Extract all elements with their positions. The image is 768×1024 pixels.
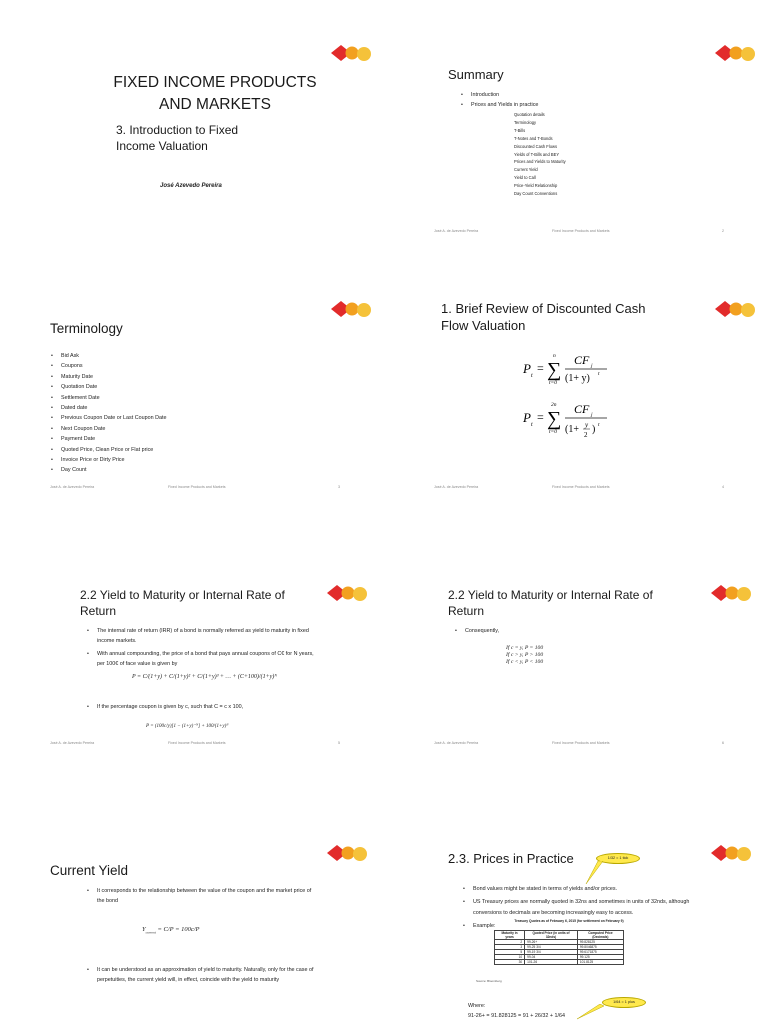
list-item: Yields of T-Bills and BEY <box>514 151 560 157</box>
footer-author: José A. de Azevedo Pereira <box>434 485 479 489</box>
list-item: • Quotation Date <box>50 382 166 392</box>
heading-line-1: 2.2 Yield to Maturity or Internal Rate of <box>448 588 653 602</box>
slide-footer <box>50 741 340 745</box>
slide-heading: Current Yield <box>50 863 129 878</box>
table-cell: 99-26+ <box>525 940 578 945</box>
table-cell: 5 <box>495 950 525 955</box>
bond-price-percentage-formula: P = (100c/y)[1 − (1+y)⁻ᴺ] + 100/(1+y)ᴺ <box>146 724 229 729</box>
footer-course: Fixed Income Products and Markets <box>552 229 610 233</box>
svg-text:CF: CF <box>574 402 590 416</box>
list-item: • It corresponds to the relationship between the value of the coupon and the market price of the bond <box>86 886 320 907</box>
table-cell: 2 <box>495 940 525 945</box>
dcf-annual-formula <box>522 348 622 390</box>
list-item: • Introduction <box>460 90 538 100</box>
svg-text:(1+ y): (1+ y) <box>565 373 590 384</box>
current-yield-formula: $Y_{current} = C/P = 100c/P$ <box>142 926 200 935</box>
list-item: Discounted Cash Flows <box>514 143 558 149</box>
table-cell: 99.828125 <box>577 940 623 945</box>
svg-text:n: n <box>553 353 556 359</box>
footer-author: José A. de Azevedo Pereira <box>50 485 95 489</box>
table-cell: 99-19 3/4 <box>525 950 578 955</box>
svg-text:t: t <box>531 373 533 379</box>
slide-current-yield[interactable] <box>0 768 384 1024</box>
svg-text:): ) <box>592 424 596 435</box>
svg-text:=: = <box>537 361 544 375</box>
list-item: • Bid Ask <box>50 351 166 361</box>
slide-heading <box>441 300 645 334</box>
school-logo-icon <box>324 582 370 604</box>
ytm-bullets <box>86 626 316 670</box>
summary-sublist <box>514 111 566 198</box>
footer-course: Fixed Income Products and Markets <box>168 485 226 489</box>
subtitle-line-2: Income Valuation <box>116 139 208 153</box>
list-item: • Next Coupon Date <box>50 424 166 434</box>
table-caption: Treasury Quotes as of February 6, 2015 (for settlement on February 9) <box>514 919 624 923</box>
footer-course: Fixed Income Products and Markets <box>168 741 226 745</box>
table-header: Computed Price (Decimals) <box>577 931 623 940</box>
heading-line-1: 1. Brief Review of Discounted Cash <box>441 301 646 316</box>
table-row <box>495 960 624 965</box>
svg-text:P: P <box>523 410 531 425</box>
svg-text:2n: 2n <box>551 402 557 408</box>
list-item: • Day Count <box>50 465 166 475</box>
svg-text:=: = <box>537 410 544 424</box>
condition-line: If c > y, P > 100 <box>506 652 544 658</box>
list-item: • It can be understood as an approximation of yield to maturity. Naturally, only for the case of perpetuities, the current yield will, in effect, coincide with the yield to maturity <box>86 965 320 986</box>
slide-heading: Terminology <box>50 321 123 336</box>
price-conditions <box>506 645 543 666</box>
tick-callout: 1/32 = 1 tick <box>596 853 640 864</box>
title-line-1: FIXED INCOME PRODUCTS <box>113 74 317 91</box>
school-logo-icon <box>328 42 374 64</box>
slide-prices-in-practice[interactable] <box>384 768 768 1024</box>
svg-text:t: t <box>598 371 600 377</box>
current-yield-bullets-2 <box>86 965 320 986</box>
svg-text:2: 2 <box>584 431 588 439</box>
heading-line-1: 2.2 Yield to Maturity or Internal Rate of <box>80 588 285 602</box>
school-logo-icon <box>328 298 374 320</box>
footer-page-number: 5 <box>338 741 340 745</box>
svg-text:CF: CF <box>574 353 590 367</box>
plus-callout: 1/64 = 1 plus <box>602 997 646 1008</box>
slide-footer <box>434 741 724 745</box>
callout-pointer-icon <box>576 1004 604 1020</box>
list-item: Current Yield <box>514 167 538 173</box>
slide-heading: 2.3. Prices in Practice <box>448 851 574 866</box>
presentation-subtitle <box>116 122 238 154</box>
svg-text:j: j <box>591 412 593 418</box>
list-item: • Prices and Yields in practice <box>460 100 538 110</box>
svg-text:t: t <box>531 422 533 428</box>
svg-text:∑: ∑ <box>547 359 562 381</box>
table-cell: 99.125 <box>577 955 623 960</box>
where-label: Where: <box>468 1003 486 1009</box>
subtitle-line-1: 3. Introduction to Fixed <box>116 123 239 137</box>
school-logo-icon <box>708 582 754 604</box>
list-item: • Bond values might be stated in terms of yields and/or prices. <box>462 884 698 894</box>
svg-text:j: j <box>591 363 593 369</box>
slide-footer <box>50 485 340 489</box>
svg-text:y: y <box>585 421 589 429</box>
presentation-title <box>70 72 360 116</box>
list-item: • Dated date <box>50 403 166 413</box>
svg-text:t=0: t=0 <box>549 380 557 386</box>
footer-page-number: 4 <box>722 485 724 489</box>
list-item: • Quoted Price, Clean Price or Flat price <box>50 445 166 455</box>
title-line-2: AND MARKETS <box>159 96 271 113</box>
list-item: Terminology <box>514 119 537 125</box>
dcf-semiannual-formula <box>522 396 622 448</box>
table-header: Maturity in years <box>495 931 525 940</box>
svg-text:(1+: (1+ <box>565 424 579 435</box>
table-cell: 10 <box>495 955 525 960</box>
heading-line-2: Flow Valuation <box>441 318 526 333</box>
slide-terminology[interactable] <box>0 256 384 512</box>
footer-author: José A. de Azevedo Pereira <box>434 741 479 745</box>
list-item: • The internal rate of return (IRR) of a bond is normally referred as yield to maturity in fixed income markets. <box>86 626 316 647</box>
slide-footer <box>434 229 724 233</box>
slide-ytm-consequence[interactable] <box>384 512 768 768</box>
list-item: Day Count Conventions <box>514 191 558 197</box>
slide-heading <box>448 587 653 619</box>
list-item: • Maturity Date <box>50 372 166 382</box>
current-yield-bullets <box>86 886 320 907</box>
table-header-row <box>495 931 624 940</box>
footer-course: Fixed Income Products and Markets <box>552 485 610 489</box>
heading-line-2: Return <box>448 604 485 618</box>
school-logo-icon <box>324 842 370 864</box>
slide-dcf-review[interactable] <box>384 256 768 512</box>
table-cell: 101.8125 <box>577 960 623 965</box>
table-cell: 101-26 <box>525 960 578 965</box>
list-item: • Settlement Date <box>50 393 166 403</box>
list-item: Prices and Yields to Maturity <box>514 159 566 165</box>
price-conversion-formula: 91-26+ = 91.828125 = 91 + 26/32 + 1/64 <box>468 1013 565 1019</box>
heading-line-2: Return <box>80 604 117 618</box>
list-item: Yield to Call <box>514 175 536 181</box>
svg-text:P: P <box>523 361 531 376</box>
list-item: • Invoice Price or Dirty Price <box>50 455 166 465</box>
slide-footer <box>434 485 724 489</box>
table-header: Quoted Price (in units of 32nds) <box>525 931 578 940</box>
table-cell: 99.6171875 <box>577 950 623 955</box>
svg-text:t: t <box>598 422 600 428</box>
list-item: T-Bills <box>514 127 526 133</box>
list-item: • If the percentage coupon is given by c, such that C = c x 100, <box>86 702 316 712</box>
slide-heading: Summary <box>448 67 504 82</box>
footer-author: José A. de Azevedo Pereira <box>434 229 479 233</box>
svg-text:∑: ∑ <box>547 408 562 430</box>
list-item: • Coupons <box>50 361 166 371</box>
list-item: • Consequently, <box>454 626 499 636</box>
table-cell: 3 <box>495 945 525 950</box>
table-cell: 99-04 <box>525 955 578 960</box>
list-item: • Payment Date <box>50 434 166 444</box>
footer-page-number: 6 <box>722 741 724 745</box>
list-item: • With annual compounding, the price of a bond that pays annual coupons of C€ for N years, per 100€ of face value is given by <box>86 649 316 670</box>
list-item: Price-Yield Relationship <box>514 183 558 189</box>
footer-page-number: 3 <box>338 485 340 489</box>
school-logo-icon <box>712 42 758 64</box>
table-cell: 30 <box>495 960 525 965</box>
author-name: José Azevedo Pereira <box>160 183 222 189</box>
slide-heading <box>80 587 285 619</box>
footer-course: Fixed Income Products and Markets <box>552 741 610 745</box>
bond-price-formula: P = C/(1+y) + C/(1+y)² + C/(1+y)³ + … + (C+100)/(1+y)ᴺ <box>132 674 278 680</box>
slide-ytm[interactable] <box>0 512 384 768</box>
footer-page-number: 2 <box>722 229 724 233</box>
summary-list <box>460 90 538 111</box>
school-logo-icon <box>708 842 754 864</box>
condition-line: If c < y, P < 100 <box>506 659 544 665</box>
condition-line: If c = y, P = 100 <box>506 645 544 651</box>
prices-bullets <box>462 884 698 932</box>
ytm-bullets-2 <box>86 702 316 712</box>
list-item: Quotation details <box>514 112 545 117</box>
list-item: • Example: <box>462 921 698 931</box>
list-item: • US Treasury prices are normally quoted in 32ns and sometimes in units of 32nds, although conversions to decimals are becoming increasingly easy to access. <box>462 897 698 918</box>
consequence-bullets <box>454 626 499 636</box>
slide-title[interactable] <box>0 0 384 256</box>
list-item: T-Notes and T-Bonds <box>514 135 553 141</box>
school-logo-icon <box>712 298 758 320</box>
slide-summary[interactable] <box>384 0 768 256</box>
callout-pointer-icon <box>584 861 604 885</box>
table-cell: 99.8046875 <box>577 945 623 950</box>
table-source: Source: Bloomberg <box>476 979 502 983</box>
table-cell: 99-25 3/4 <box>525 945 578 950</box>
footer-author: José A. de Azevedo Pereira <box>50 741 95 745</box>
treasury-quotes-table <box>494 930 624 965</box>
svg-text:t=0: t=0 <box>549 429 557 435</box>
list-item: • Previous Coupon Date or Last Coupon Date <box>50 413 166 423</box>
terminology-list <box>50 351 166 476</box>
